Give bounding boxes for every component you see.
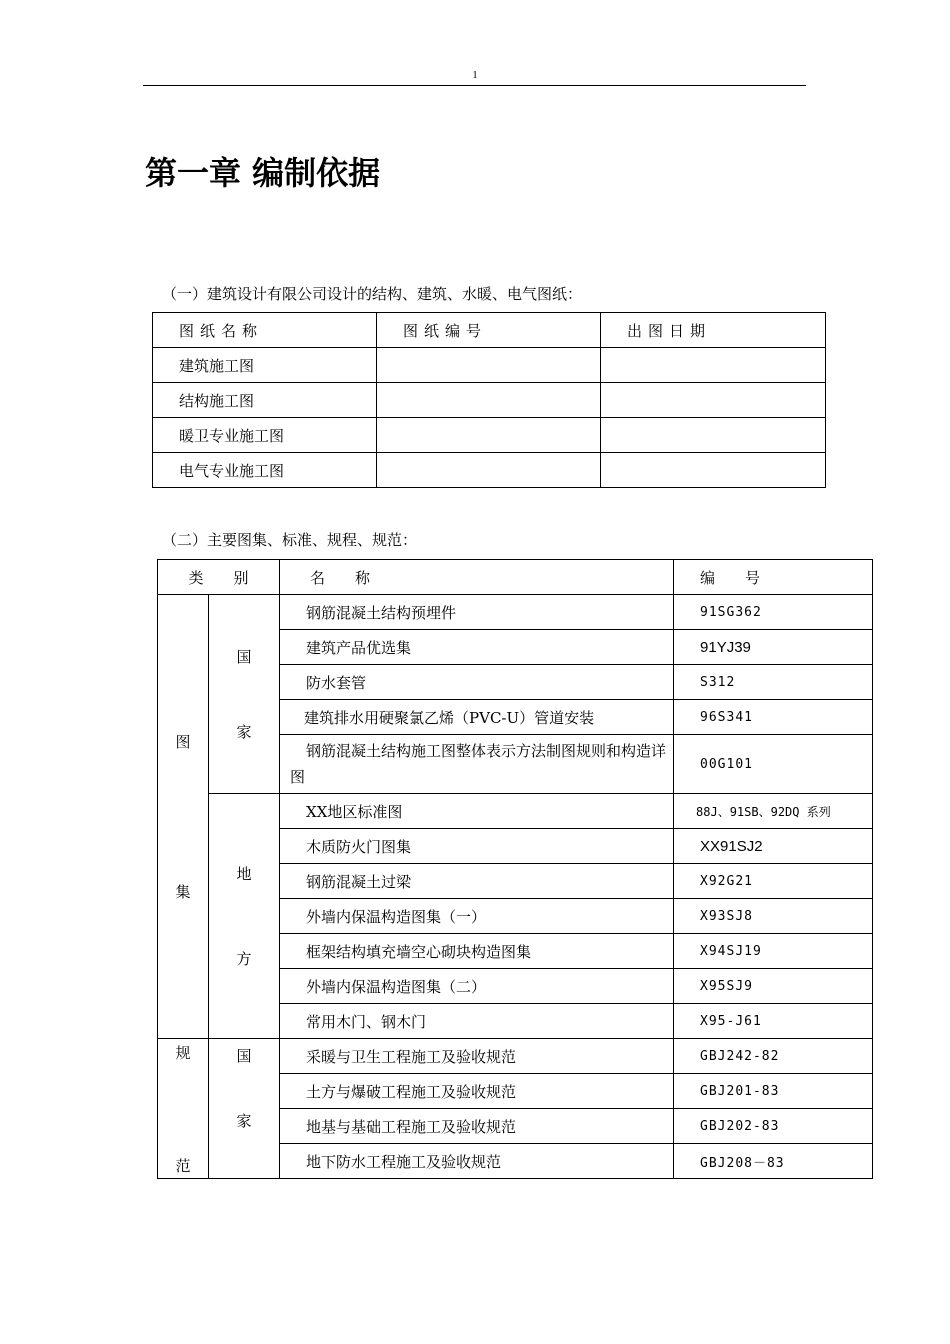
table-header-row — [153, 313, 826, 348]
issue-date-cell — [601, 418, 826, 453]
standard-name-cell: 土方与爆破工程施工及验收规范 — [280, 1074, 674, 1109]
drawing-code-cell — [377, 383, 601, 418]
standard-name-cell: 框架结构填充墙空心砌块构造图集 — [280, 934, 674, 969]
category-cell-codes — [158, 1039, 209, 1179]
scope-cell-national — [209, 1039, 280, 1179]
column-header-issue-date: 出图日期 — [601, 313, 826, 348]
standard-name-cell: 钢筋混凝土过梁 — [280, 864, 674, 899]
category-char: 集 — [175, 883, 191, 901]
drawing-name-cell: 电气专业施工图 — [153, 453, 377, 488]
table-row — [153, 383, 826, 418]
standard-code-cell: X93SJ8 — [674, 899, 873, 934]
scope-cell-local — [209, 794, 280, 1039]
column-header-drawing-code: 图纸编号 — [377, 313, 601, 348]
column-header-name: 名 称 — [280, 560, 674, 595]
header-rule — [143, 85, 806, 86]
table-row — [158, 1039, 873, 1074]
section2-heading: （二）主要图集、标准、规程、规范： — [162, 531, 418, 549]
drawing-code-cell — [377, 348, 601, 383]
standards-table — [157, 559, 873, 1179]
standard-code-cell: GBJ201-83 — [674, 1074, 873, 1109]
drawing-name-cell: 暖卫专业施工图 — [153, 418, 377, 453]
chapter-title: 第一章 编制依据 — [145, 154, 381, 192]
drawing-code-cell — [377, 418, 601, 453]
scope-char: 国 — [236, 1047, 252, 1065]
scope-char: 方 — [236, 950, 252, 968]
standard-name-cell: 建筑排水用硬聚氯乙烯（PVC-U）管道安装 — [280, 700, 674, 735]
drawing-code-cell — [377, 453, 601, 488]
issue-date-cell — [601, 348, 826, 383]
standard-name-cell: 木质防火门图集 — [280, 829, 674, 864]
column-header-drawing-name: 图纸名称 — [153, 313, 377, 348]
standard-name-cell: 防水套管 — [280, 665, 674, 700]
table-header-row — [158, 560, 873, 595]
scope-char: 国 — [236, 648, 252, 666]
table-row — [153, 418, 826, 453]
standard-code-cell: S312 — [674, 665, 873, 700]
table-row — [153, 348, 826, 383]
issue-date-cell — [601, 453, 826, 488]
scope-char: 家 — [236, 1112, 252, 1130]
standard-code-cell: X92G21 — [674, 864, 873, 899]
table-row — [158, 595, 873, 630]
table-row — [153, 453, 826, 488]
standard-code-cell: 00G101 — [674, 735, 873, 794]
standard-code-cell: XX91SJ2 — [674, 829, 873, 864]
standard-name-cell: 外墙内保温构造图集（二） — [280, 969, 674, 1004]
standard-code-cell: GBJ208－83 — [674, 1144, 873, 1179]
standard-name-cell: 建筑产品优选集 — [280, 630, 674, 665]
standard-code-cell: 88J、91SB、92DQ 系列 — [674, 794, 873, 829]
standard-code-cell: X95SJ9 — [674, 969, 873, 1004]
standard-code-cell: 91SG362 — [674, 595, 873, 630]
standard-code-cell: X94SJ19 — [674, 934, 873, 969]
drawings-table — [152, 312, 826, 488]
standard-code-cell: GBJ202-83 — [674, 1109, 873, 1144]
standard-name-cell: 常用木门、钢木门 — [280, 1004, 674, 1039]
standard-code-cell: GBJ242-82 — [674, 1039, 873, 1074]
standard-name-cell: XX地区标准图 — [280, 794, 674, 829]
scope-char: 地 — [236, 865, 252, 883]
drawing-name-cell: 建筑施工图 — [153, 348, 377, 383]
page-number: 1 — [472, 69, 478, 81]
category-char: 图 — [175, 733, 191, 751]
category-char: 规 — [175, 1043, 191, 1062]
standard-name-cell: 钢筋混凝土结构预埋件 — [280, 595, 674, 630]
standard-name-cell: 地下防水工程施工及验收规范 — [280, 1144, 674, 1179]
standard-code-cell: 96S341 — [674, 700, 873, 735]
column-header-category: 类 别 — [158, 560, 280, 595]
table-row — [158, 794, 873, 829]
category-char: 范 — [175, 1156, 191, 1175]
standard-name-cell: 外墙内保温构造图集（一） — [280, 899, 674, 934]
category-cell-atlas — [158, 595, 209, 1039]
scope-cell-national — [209, 595, 280, 794]
drawing-name-cell: 结构施工图 — [153, 383, 377, 418]
scope-char: 家 — [236, 723, 252, 741]
standard-name-cell: 地基与基础工程施工及验收规范 — [280, 1109, 674, 1144]
standard-code-cell: X95-J61 — [674, 1004, 873, 1039]
standard-name-cell: 钢筋混凝土结构施工图整体表示方法制图规则和构造详图 — [280, 735, 674, 794]
column-header-code: 编 号 — [674, 560, 873, 595]
standard-code-cell: 91YJ39 — [674, 630, 873, 665]
section1-heading: （一）建筑设计有限公司设计的结构、建筑、水暖、电气图纸： — [162, 285, 583, 303]
issue-date-cell — [601, 383, 826, 418]
standard-name-cell: 采暖与卫生工程施工及验收规范 — [280, 1039, 674, 1074]
